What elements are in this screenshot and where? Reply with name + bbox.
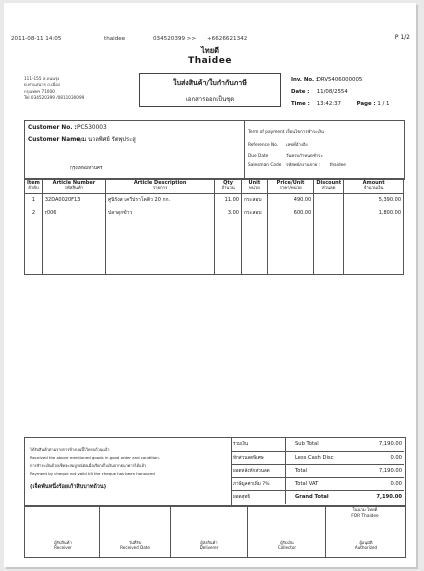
print-company: thaidee (104, 36, 126, 42)
sig-receiver: ผู้รับสินค้า Receiver (54, 540, 72, 551)
inv-no-label: Inv. No. : (291, 77, 319, 83)
col-unit: Unit หน่วย (241, 179, 267, 194)
customer-box (24, 120, 245, 180)
payment-label: Term of payment (248, 130, 285, 135)
table-header-row (25, 179, 404, 194)
date-label: Date : (291, 89, 310, 95)
due-label: Due Date (248, 154, 269, 159)
inv-no: DRV5406000005 (316, 77, 363, 83)
document-subtitle: เอกสารออกเป็นชุด (185, 96, 235, 103)
company-name-en: Thaidee (188, 56, 232, 66)
due-value: วันครบกำหนดชำระ (286, 154, 323, 159)
note-line: Received the above mentioned goods in good order and condition. (30, 455, 161, 460)
print-phone2: +6626621342 (207, 36, 248, 42)
table-filler-row (25, 220, 404, 275)
signer-name-en: FOR Thaidee (351, 514, 379, 519)
terms-box (244, 120, 405, 180)
document-title: ใบส่งสินค้า/ใบกำกับภาษี (173, 79, 247, 87)
col-qty: Qty จำนวน (215, 179, 242, 194)
inv-date: 11/08/2554 (316, 89, 348, 95)
print-page: P 1/2 (394, 34, 410, 41)
print-timestamp: 2011-08-11 14:05 (11, 36, 62, 42)
invoice-sheet (4, 3, 416, 567)
company-name-th: ไทยดี (201, 46, 219, 55)
cash-disc-row: หักส่วนลดพิเศษ Less Cash Disc 0.00 (231, 451, 404, 465)
inv-page: 1 / 1 (377, 101, 390, 107)
signer-block (325, 508, 405, 520)
note-line: การชำระเงินด้วยเช็คจะสมบูรณ์ต่อเมื่อเรียกเก็บเงินจากธนาคารได้แล้ว (30, 463, 147, 468)
payment-value: เงื่อนไขการชำระเงิน (286, 130, 324, 135)
salesman-value: รหัสพนักงานขาย : (286, 163, 321, 168)
address-line: กรุงเทพฯ 71000 (24, 88, 55, 94)
notes (30, 446, 220, 491)
total-row: ยอดหลังหักส่วนลด Total 7,190.00 (231, 464, 404, 478)
address-line: Tel 034520399 /0811030099 (24, 94, 85, 100)
address-line: ต.ท่าแสนาร ถ.เมือง (24, 82, 60, 88)
items-table (24, 178, 404, 275)
customer-no: PC530003 (77, 125, 107, 131)
invoice-info (287, 73, 403, 113)
col-item: Item ลำดับ (25, 179, 43, 194)
col-code: Article Number รหัสสินค้า (42, 179, 105, 194)
salesman-name: thaidee (329, 163, 346, 168)
print-phone1: 034520399 >> (153, 36, 197, 42)
address-line: 111-155 ส.ถนนรุ่ง (24, 76, 60, 81)
vat-row: ภาษีมูลค่าเพิ่ม 7% Total VAT 0.00 (231, 477, 404, 491)
reference-value: เลขที่อ้างอิง (286, 143, 308, 148)
grand-total-row: ยอดสุทธิ Grand Total 7,190.00 (231, 490, 404, 505)
table-row: 1 32DA0020F13 ศูนิรังส เควีปราโคติว 20 กก. 11.00 กระสอบ 490.00 5,390.00 (25, 194, 404, 208)
time-label: Time : (291, 101, 310, 107)
customer-name: คุณ นวลพิศย์ รัตพุประสู (77, 137, 136, 143)
note-line: Payment by cheque not valid till the cheque has been honoured (30, 471, 155, 476)
col-amount: Amount จำนวนเงิน (344, 179, 404, 194)
sig-authorized: ผู้อนุมัติ Authorized (354, 540, 378, 551)
table-row: 2 r006 ปลาดุกข้าว 3.00 กระสอบ 600.00 1,800.00 (25, 207, 404, 220)
totals-box (24, 437, 406, 506)
amount-in-words: (เจ็ดพันหนึ่งร้อยเก้าสิบบาทถ้วน) (30, 484, 107, 490)
col-discount: Discount ส่วนลด (314, 179, 344, 194)
reference-label: Reference No. (248, 143, 279, 148)
customer-address: กุรุงเทพมหานคร (70, 166, 103, 171)
sig-deliverer: ผู้ส่งสินค้า Deliverer (199, 540, 219, 551)
sig-received-date: วันที่รับ Received Date (120, 540, 150, 551)
customer-no-label: Customer No. : (28, 125, 77, 131)
col-desc: Article Description รายการ (105, 179, 214, 194)
signature-box (24, 506, 406, 558)
inv-time: 13:42:37 (316, 101, 341, 107)
document-title-box (139, 73, 281, 107)
note-line: ได้รับสินค้าตามรายการข้างบนนี้ไว้ครบถ้วนแล้ว (30, 447, 110, 452)
sig-collector: ผู้รับเงิน Collector (277, 540, 297, 551)
page-label: Page : (356, 101, 376, 107)
salesman-label: Salesman Code (248, 163, 282, 168)
subtotal-row: รวมเงิน Sub Total 7,190.00 (231, 438, 404, 451)
customer-name-label: Customer Name : (28, 137, 85, 143)
col-price: Price/Unit ราคา/หน่วย (267, 179, 313, 194)
signer-name-th: ในนาม ไทยดี (352, 508, 378, 513)
company-address (24, 76, 84, 101)
